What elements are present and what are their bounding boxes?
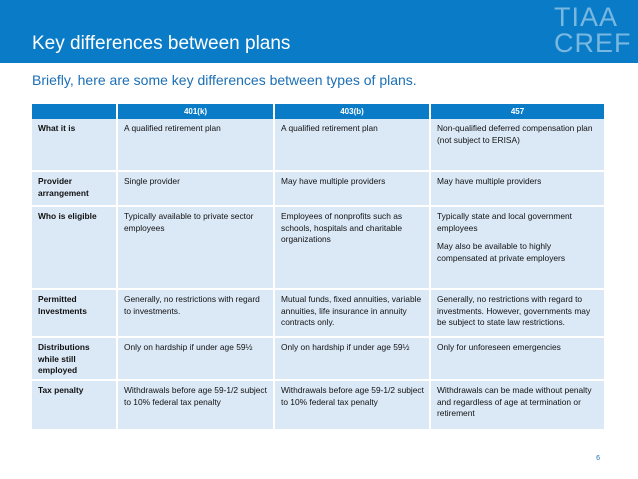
tiaa-cref-logo <box>554 4 638 63</box>
table-cell <box>430 206 604 289</box>
table-cell: Non-qualified deferred compensation plan (not subject to ERISA) <box>430 119 604 171</box>
table-cell: A qualified retirement plan <box>117 119 274 171</box>
subtitle: Briefly, here are some key differences between types of plans. <box>32 72 417 88</box>
table-row <box>32 206 604 289</box>
table-cell: Withdrawals before age 59-1/2 subject to 10% federal tax penalty <box>274 380 430 430</box>
table-cell: Employees of nonprofits such as schools, hospitals and charitable organizations <box>274 206 430 289</box>
comparison-table-wrapper <box>32 104 604 431</box>
row-label: Permitted Investments <box>32 289 117 337</box>
table-cell: Single provider <box>117 171 274 206</box>
table-row <box>32 380 604 430</box>
row-label: Tax penalty <box>32 380 117 430</box>
table-cell: Mutual funds, fixed annuities, variable annuities, life insurance in annuity contracts only. <box>274 289 430 337</box>
table-cell: Only for unforeseen emergencies <box>430 337 604 380</box>
table-cell: Only on hardship if under age 59½ <box>274 337 430 380</box>
table-row <box>32 337 604 380</box>
table-header-row <box>32 104 604 119</box>
table-cell: A qualified retirement plan <box>274 119 430 171</box>
table-cell: May have multiple providers <box>274 171 430 206</box>
table-row <box>32 289 604 337</box>
row-label: Provider arrangement <box>32 171 117 206</box>
column-header-457: 457 <box>430 104 604 119</box>
logo-line-1: TIAA <box>554 2 619 32</box>
page-title: Key differences between plans <box>32 33 291 54</box>
row-label: What it is <box>32 119 117 171</box>
logo-line-2: CREF <box>554 28 632 58</box>
table-cell: Withdrawals can be made without penalty and regardless of age at termination or retirement <box>430 380 604 430</box>
table-cell: Only on hardship if under age 59½ <box>117 337 274 380</box>
table-cell: Generally, no restrictions with regard to investments. <box>117 289 274 337</box>
page-number: 6 <box>596 455 600 462</box>
table-row <box>32 171 604 206</box>
table-cell: Withdrawals before age 59-1/2 subject to 10% federal tax penalty <box>117 380 274 430</box>
cell-paragraph: Typically state and local government employees <box>437 211 573 233</box>
column-header-401k: 401(k) <box>117 104 274 119</box>
table-cell: Typically available to private sector employees <box>117 206 274 289</box>
column-header-403b: 403(b) <box>274 104 430 119</box>
table-row <box>32 119 604 171</box>
table-cell: Generally, no restrictions with regard to investments. However, governments may be subject to state law restrictions. <box>430 289 604 337</box>
cell-paragraph: May also be available to highly compensated at private employers <box>437 241 566 263</box>
column-header-blank <box>32 104 117 119</box>
header-bar <box>0 0 638 63</box>
comparison-table <box>32 104 604 431</box>
row-label: Who is eligible <box>32 206 117 289</box>
table-cell: May have multiple providers <box>430 171 604 206</box>
row-label: Distributions while still employed <box>32 337 117 380</box>
